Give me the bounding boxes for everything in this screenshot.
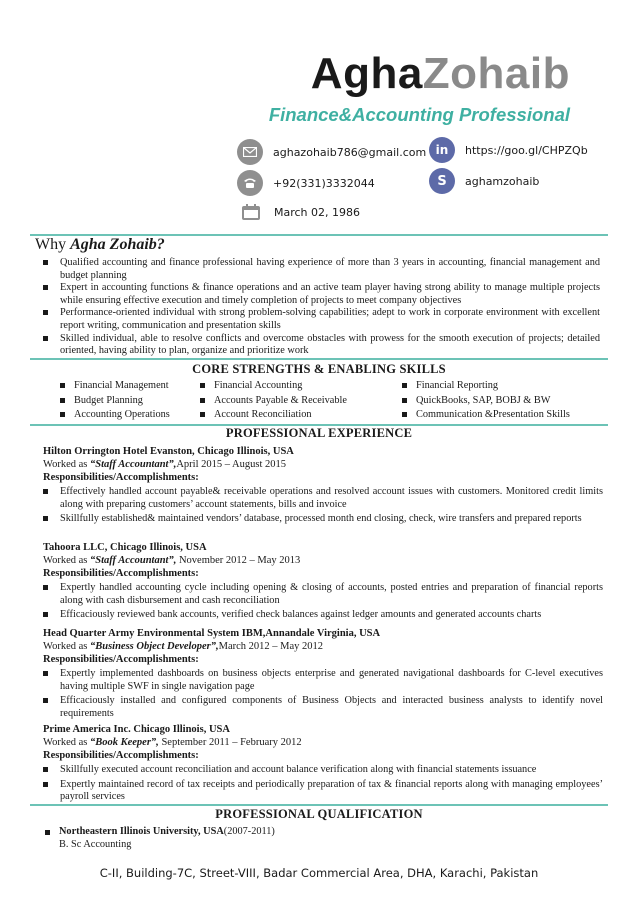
skill-item: Budget Planning bbox=[58, 394, 198, 408]
skill-item: Communication &Presentation Skills bbox=[400, 408, 598, 422]
job-entry bbox=[43, 445, 603, 528]
list-item: Effectively handled account payable& receivable operations and resolved account issues with customers. Monitored credit limits along with preparing customers’ account statements, bills and invoice bbox=[35, 486, 603, 511]
contact-dob bbox=[240, 202, 360, 222]
list-item: Expertly implemented dashboards on business objects enterprise and generated navigational dashboards for C-level executives having multiple SWF in single navigation page bbox=[35, 668, 603, 693]
job-dates: November 2012 – May 2013 bbox=[176, 555, 301, 566]
first-name: Agha bbox=[310, 49, 423, 98]
job-points bbox=[35, 582, 603, 622]
why-prefix: Why bbox=[35, 236, 71, 253]
responsibilities-label: Responsibilities/Accomplishments: bbox=[43, 568, 199, 579]
qualification-entry bbox=[43, 826, 275, 850]
employer: Tahoora LLC, Chicago Illinois, USA bbox=[43, 542, 207, 553]
professional-title: Finance&Accounting Professional bbox=[268, 104, 570, 125]
qualification-heading: PROFESSIONAL QUALIFICATION bbox=[215, 807, 423, 821]
job-role bbox=[43, 640, 603, 653]
job-points bbox=[35, 486, 603, 526]
skype-text: aghamzohaib bbox=[465, 174, 540, 188]
experience-heading: PROFESSIONAL EXPERIENCE bbox=[225, 426, 413, 440]
skill-item: Accounting Operations bbox=[58, 408, 198, 422]
why-heading bbox=[35, 236, 165, 254]
skills-heading: CORE STRENGTHS & ENABLING SKILLS bbox=[192, 362, 446, 376]
skill-item: QuickBooks, SAP, BOBJ & BW bbox=[400, 394, 598, 408]
skill-item: Account Reconciliation bbox=[198, 408, 400, 422]
job-title: “Staff Accountant”, bbox=[89, 459, 177, 470]
employer: Prime America Inc. Chicago Illinois, USA bbox=[43, 724, 230, 735]
candidate-name bbox=[310, 49, 570, 98]
job-dates: April 2015 – August 2015 bbox=[176, 459, 287, 470]
job-dates: September 2011 – February 2012 bbox=[158, 737, 302, 748]
skill-item: Financial Reporting bbox=[400, 379, 598, 393]
why-name: Agha Zohaib? bbox=[70, 236, 165, 253]
contact-email[interactable] bbox=[237, 139, 426, 165]
responsibilities-label: Responsibilities/Accomplishments: bbox=[43, 472, 199, 483]
job-points bbox=[35, 764, 603, 804]
list-item: Efficaciously reviewed bank accounts, verified check balances against ledger amounts and generated accounts charts bbox=[35, 609, 603, 622]
linkedin-url[interactable]: https://goo.gl/CHPZQb bbox=[465, 143, 588, 157]
list-item: Performance-oriented individual with strong problem-solving capabilities; adept to work in corporate environment with excellent report writing, communication and presentation skills bbox=[35, 307, 600, 332]
institution-name: Northeastern Illinois University, USA bbox=[59, 826, 224, 837]
job-role bbox=[43, 554, 603, 567]
job-dates: March 2012 – May 2012 bbox=[218, 641, 324, 652]
email-icon bbox=[237, 139, 263, 165]
divider bbox=[30, 804, 608, 806]
calendar-icon bbox=[240, 202, 262, 222]
divider bbox=[30, 358, 608, 360]
job-title: “Staff Accountant”, bbox=[89, 555, 177, 566]
job-role bbox=[43, 458, 603, 471]
responsibilities-label: Responsibilities/Accomplishments: bbox=[43, 654, 199, 665]
employer: Head Quarter Army Environmental System IBM,Annandale Virginia, USA bbox=[43, 628, 381, 639]
job-points bbox=[35, 668, 603, 720]
why-list bbox=[35, 257, 600, 358]
job-entry bbox=[43, 541, 603, 624]
job-title: “Business Object Developer”, bbox=[89, 641, 219, 652]
list-item: Expertly maintained record of tax receipts and periodically preparation of tax & financial reports along with managing employees’ payroll services bbox=[35, 779, 603, 804]
job-title: “Book Keeper”, bbox=[89, 737, 159, 748]
institution bbox=[43, 826, 275, 837]
job-entry bbox=[43, 723, 603, 806]
address-footer: C-II, Building-7C, Street-VIII, Badar Commercial Area, DHA, Karachi, Pakistan bbox=[99, 866, 539, 880]
skype-icon: S bbox=[429, 168, 455, 194]
last-name: Zohaib bbox=[422, 49, 570, 98]
skill-item: Financial Management bbox=[58, 379, 198, 393]
job-role bbox=[43, 736, 603, 749]
email-text[interactable]: aghazohaib786@gmail.com bbox=[273, 145, 427, 159]
phone-icon bbox=[237, 170, 263, 196]
list-item: Qualified accounting and finance professional having experience of more than 3 years in accounting, financial management and budget planning bbox=[35, 257, 600, 282]
worked-as-label: Worked as bbox=[43, 459, 90, 470]
worked-as-label: Worked as bbox=[43, 737, 90, 748]
degree: B. Sc Accounting bbox=[59, 839, 132, 850]
list-item: Expertly handled accounting cycle including opening & closing of accounts, posted entries and preparation of financial reports along with cash disbursement and cash reconciliation bbox=[35, 582, 603, 607]
worked-as-label: Worked as bbox=[43, 555, 90, 566]
list-item: Skillfully established& maintained vendors’ database, processed month end closing, check, wire transfers and prepared reports bbox=[35, 513, 603, 526]
list-item: Skillfully executed account reconciliation and account balance verification along with financial statements issuance bbox=[35, 764, 603, 777]
linkedin-icon: in bbox=[429, 137, 455, 163]
skills-grid bbox=[58, 379, 598, 422]
skill-item: Accounts Payable & Receivable bbox=[198, 394, 400, 408]
job-entry bbox=[43, 627, 603, 722]
dob-text: March 02, 1986 bbox=[274, 205, 361, 219]
responsibilities-label: Responsibilities/Accomplishments: bbox=[43, 750, 199, 761]
qualification-years: (2007-2011) bbox=[223, 826, 275, 837]
list-item: Efficaciously installed and configured components of Business Objects and interacted business analysts to identify novel requirements bbox=[35, 695, 603, 720]
phone-text: +92(331)3332044 bbox=[273, 176, 375, 190]
contact-phone bbox=[237, 170, 375, 196]
skill-item: Financial Accounting bbox=[198, 379, 400, 393]
contact-skype bbox=[429, 168, 539, 194]
worked-as-label: Worked as bbox=[43, 641, 90, 652]
employer: Hilton Orrington Hotel Evanston, Chicago Illinois, USA bbox=[43, 446, 294, 457]
list-item: Skilled individual, able to resolve conflicts and overcome obstacles with prowess for the smooth execution of projects; detailed oriented, having ability to plan, organize and prioritize work bbox=[35, 333, 600, 358]
contact-linkedin[interactable] bbox=[429, 137, 588, 163]
list-item: Expert in accounting functions & finance operations and an active team player having strong ability to manage multiple projects while ensuring effective execution and timely completion of projects to meet company objectives bbox=[35, 282, 600, 307]
